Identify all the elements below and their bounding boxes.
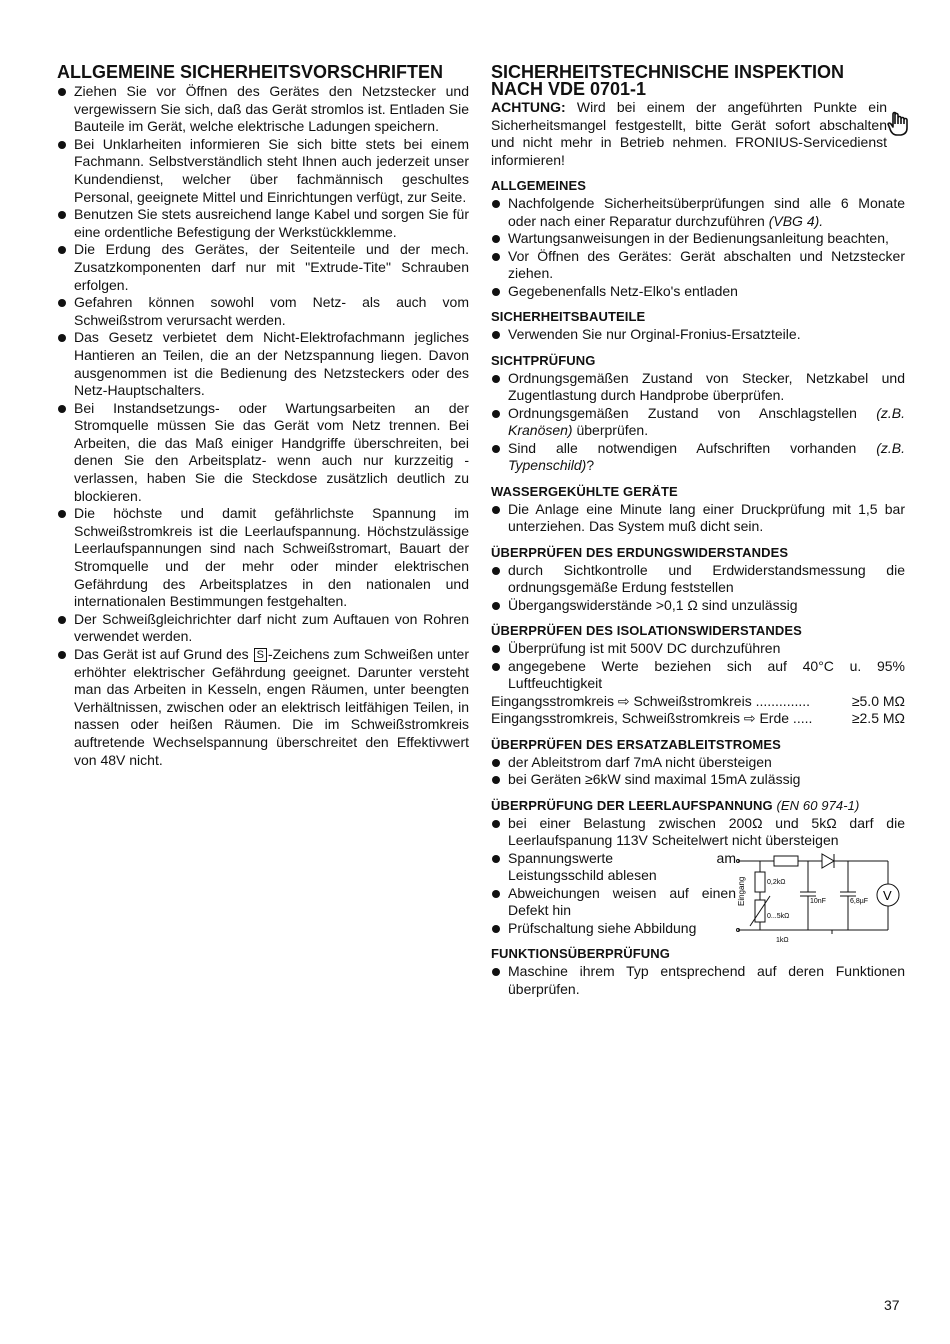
pointing-hand-icon — [887, 111, 909, 137]
list-item: Bei Instandsetzungs- oder Wartungsarbeiten an der Stromquelle müssen Sie das Gerät vom Netz trennen. Bei Arbeiten, die das Maß einiger Handgriffe überschreiten, bei denen Sie den Arbeitsplatz- wenn auch nur kurzzeitig - verlassen, haben Sie die Steckdose zusätzlich deutlich zu blockieren. — [57, 400, 469, 506]
list-item — [491, 440, 905, 475]
circuit-label: 0...5kΩ — [767, 912, 790, 920]
list-item — [57, 646, 469, 769]
left-heading: ALLGEMEINE SICHERHEITSVORSCHRIFTEN — [57, 62, 444, 82]
heading-line: SICHERHEITSTECHNISCHE INSPEKTION — [491, 62, 845, 82]
funktion-list — [491, 963, 905, 998]
measurement-value: ≥2.5 MΩ — [851, 710, 905, 726]
list-item: der Ableitstrom darf 7mA nicht übersteigen — [491, 754, 905, 772]
list-item: Überprüfung ist mit 500V DC durchzuführen — [491, 640, 905, 658]
list-item: angegebene Werte beziehen sich auf 40°C u. 95% Luftfeuchtigkeit — [491, 658, 905, 693]
list-item: Gefahren können sowohl vom Netz- als auch vom Schweißstrom verursacht werden. — [57, 294, 469, 329]
text-fragment: überprüfen. — [576, 422, 649, 438]
list-item: Die Erdung des Gerätes, der Seitenteile und der mech. Zusatzkomponenten darf nur mit "Extrude-Tite" Schrauben erfolgen. — [57, 241, 469, 294]
sicherheitsbauteile-list — [491, 326, 905, 344]
measurement-row — [491, 710, 905, 728]
list-item: bei Geräten ≥6kW sind maximal 15mA zulässig — [491, 771, 905, 789]
allgemeines-list — [491, 195, 905, 300]
text-fragment: (EN 60 974-1) — [776, 797, 860, 813]
list-item: Verwenden Sie nur Orginal-Fronius-Ersatzteile. — [491, 326, 905, 344]
heading-line: NACH VDE 0701-1 — [491, 79, 647, 99]
wasser-list — [491, 501, 905, 536]
right-column — [491, 64, 905, 998]
measurement-row — [491, 693, 905, 711]
list-item: Benutzen Sie stets ausreichend lange Kabel und sorgen Sie für eine ordentliche Befestigung der Werkstückklemme. — [57, 206, 469, 241]
text-fragment: ? — [586, 457, 595, 473]
section-heading-erdung: ÜBERPRÜFEN DES ERDUNGSWIDERSTANDES — [491, 544, 789, 560]
list-item: durch Sichtkontrolle und Erdwiderstandsmessung die ordnungsgemäße Erdung feststellen — [491, 562, 905, 597]
list-item: bei einer Belastung zwischen 200Ω und 5kΩ darf die Leerlaufspanung 113V Scheitelwert nicht übersteigen — [491, 815, 905, 850]
text-fragment: Nachfolgende Sicherheitsüberprüfungen sind alle 6 Monate oder nach einer Reparatur durchzuführen — [508, 195, 905, 229]
list-item: Ordnungsgemäßen Zustand von Stecker, Netzkabel und Zugentlastung durch Handprobe überprüfen. — [491, 370, 905, 405]
list-item: Prüfschaltung siehe Abbildung — [491, 920, 736, 938]
right-heading — [491, 64, 905, 98]
list-item: Wartungsanweisungen in der Bedienungsanleitung beachten, — [491, 230, 905, 248]
leerlauf-block — [491, 849, 905, 944]
section-heading-sichtpruefung: SICHTPRÜFUNG — [491, 352, 596, 368]
erdung-list — [491, 562, 905, 615]
section-heading-allgemeines: ALLGEMEINES — [491, 178, 586, 193]
warning-text: Wird bei einem der angeführten Punkte ein Sicherheitsmangel festgestellt, bitte Gerät sofort abschalten und nicht mehr in Betrieb nehmen. FRONIUS-Servicedienst informieren! — [491, 99, 887, 168]
circuit-label: 0,2kΩ — [767, 878, 786, 886]
text-fragment: Ordnungsgemäßen Zustand von Anschlagstellen — [508, 404, 857, 421]
left-column — [57, 64, 469, 769]
text-fragment: (z.B. Kranösen) — [508, 404, 906, 438]
section-heading-isolation: ÜBERPRÜFEN DES ISOLATIONSWIDERSTANDES — [491, 623, 802, 638]
list-item: Bei Unklarheiten informieren Sie sich bitte stets bei einem Fachmann. Selbstverständlich steht Ihnen auch jederzeit unser Kundendienst, welcher über fachmännisch geschultes Personal, geeignete Mittel und Einrichtungen verfügt, zur Seite. — [57, 136, 469, 206]
list-item: Die höchste und damit gefährlichste Spannung im Schweißstromkreis ist die Leerlaufspannung. Höchstzulässige Leerlaufspannungen sind nach Schweißstromart, Bauart der Stromquelle und der mehr oder minder elektrischen Gefährdung des Arbeitsplatzes in den nationalen und internationalen Bestimmungen festgehalten. — [57, 505, 469, 611]
section-heading-ableit: ÜBERPRÜFEN DES ERSATZABLEITSTROMES — [491, 736, 781, 752]
list-item: Maschine ihrem Typ entsprechend auf deren Funktionen überprüfen. — [491, 963, 905, 998]
list-item: Ziehen Sie vor Öffnen des Gerätes den Netzstecker und vergewissern Sie sich, daß das Gerät stromlos ist. Entladen Sie Bauteile im Gerät, welche elektrische Ladungen speichern. — [57, 83, 469, 136]
isolation-list — [491, 640, 905, 693]
warning-label: ACHTUNG: — [491, 99, 566, 115]
section-heading-leerlauf — [491, 798, 905, 814]
measurement-label: Eingangsstromkreis ⇨ Schweißstromkreis .............. — [491, 692, 811, 709]
s-symbol-icon: S — [254, 648, 267, 662]
list-item: Gegebenenfalls Netz-Elko's entladen — [491, 283, 905, 301]
measurement-value: ≥5.0 MΩ — [851, 692, 905, 709]
sichtpruefung-list — [491, 370, 905, 475]
page-number: 37 — [884, 1297, 900, 1313]
list-item: Vor Öffnen des Gerätes: Gerät abschalten und Netzstecker ziehen. — [491, 248, 905, 283]
section-heading-sicherheitsbauteile: SICHERHEITSBAUTEILE — [491, 309, 646, 324]
list-item: Spannungswerte am Leistungsschild ablesen — [491, 850, 736, 885]
text-fragment: (z.B. Typenschild) — [508, 439, 905, 473]
list-item: Abweichungen weisen auf einen Defekt hin — [491, 885, 736, 920]
leerlauf-list-2 — [491, 850, 736, 938]
list-item: Übergangswiderstände >0,1 Ω sind unzulässig — [491, 597, 905, 615]
measurement-label: Eingangsstromkreis, Schweißstromkreis ⇨ Erde ..... — [491, 710, 813, 726]
text-fragment: (VBG 4). — [768, 212, 824, 229]
circuit-label: Eingang — [737, 876, 746, 906]
list-item — [491, 195, 905, 230]
test-circuit-diagram — [736, 850, 906, 950]
text-fragment: Das Gerät ist auf Grund des — [74, 646, 249, 662]
circuit-label: 1kΩ — [776, 936, 789, 944]
text-fragment: Sind alle notwendigen Aufschriften vorhanden — [508, 439, 857, 456]
text-fragment: -Zeichens zum Schweißen unter erhöhter elektrischer Gefährdung geeignet. Darunter versteht man das Arbeiten in Kesseln, engen Räumen, unter beengten Verhältnissen, zwischen oder an elektrisch leitfähigen Teilen, in nassen oder heißen Räumen. Die im Schweißstromkreis auftretende Wechselspannung überschreitet den Effektivwert von 48V nicht. — [74, 646, 469, 768]
list-item: Der Schweißgleichrichter darf nicht zum Auftauen von Rohren verwendet werden. — [57, 611, 469, 646]
circuit-label: 6,8µF — [850, 897, 869, 905]
warning-paragraph — [491, 99, 905, 169]
ableit-list — [491, 754, 905, 789]
list-item — [491, 405, 905, 440]
circuit-label: 10nF — [810, 897, 826, 905]
safety-rules-list — [57, 83, 469, 769]
section-heading-wasser: WASSERGEKÜHLTE GERÄTE — [491, 483, 678, 499]
voltmeter-label: V — [883, 887, 892, 903]
list-item: Die Anlage eine Minute lang einer Druckprüfung mit 1,5 bar unterziehen. Das System muß dicht sein. — [491, 501, 905, 536]
leerlauf-list — [491, 815, 905, 850]
section-heading-funktion: FUNKTIONSÜBERPRÜFUNG — [491, 946, 670, 961]
text-fragment: ÜBERPRÜFUNG DER LEERLAUFSPANNUNG — [491, 797, 773, 813]
list-item: Das Gesetz verbietet dem Nicht-Elektrofachmann jegliches Hantieren an Teilen, die an der Netzspannung liegen. Davon ausgenommen ist die Bedienung des Netzsteckers oder des Netz-Hauptschalters. — [57, 329, 469, 399]
